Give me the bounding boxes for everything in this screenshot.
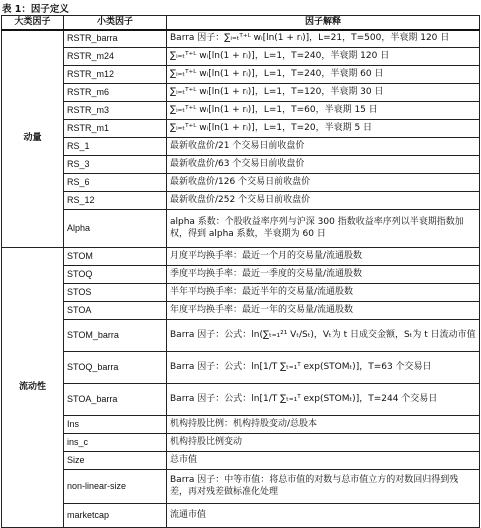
table-header-row: [2, 16, 480, 30]
explanation-cell: 流通市值: [167, 504, 480, 528]
table-row: [2, 102, 480, 120]
subfactor-cell: Alpha: [64, 210, 167, 248]
table-row: [2, 470, 480, 504]
explanation-cell: Barra 因子：公式：ln[1/T ∑ₜ₌₁ᵀ exp(STOMₜ)]，T=244 个交易日: [167, 384, 480, 416]
explanation-cell: ∑ᵢ₌ₜᵀ⁺ᴸ wᵢ[ln(1 + rᵢ)]，L=1，T=120，半衰期 30 日: [167, 84, 480, 102]
subfactor-cell: RSTR_m6: [64, 84, 167, 102]
subfactor-cell: Ins: [64, 416, 167, 434]
subfactor-cell: ins_c: [64, 434, 167, 452]
subfactor-cell: STOM: [64, 248, 167, 266]
subfactor-cell: STOQ_barra: [64, 352, 167, 384]
subfactor-cell: RSTR_barra: [64, 30, 167, 48]
subfactor-cell: Size: [64, 452, 167, 470]
category-cell: 流动性: [2, 248, 64, 528]
table-row: [2, 248, 480, 266]
explanation-cell: 最新收盘价/63 个交易日前收盘价: [167, 156, 480, 174]
header-subfactor: 小类因子: [64, 16, 167, 30]
table-row: [2, 210, 480, 248]
factor-definition-table: [1, 15, 480, 528]
table-row: [2, 284, 480, 302]
explanation-cell: ∑ᵢ₌ₜᵀ⁺ᴸ wᵢ[ln(1 + rᵢ)]，L=1，T=20，半衰期 5 日: [167, 120, 480, 138]
subfactor-cell: RS_6: [64, 174, 167, 192]
table-row: [2, 120, 480, 138]
table-row: [2, 192, 480, 210]
header-explanation: 因子解释: [167, 16, 480, 30]
subfactor-cell: STOQ: [64, 266, 167, 284]
table-row: [2, 384, 480, 416]
subfactor-cell: STOM_barra: [64, 320, 167, 352]
subfactor-cell: RSTR_m24: [64, 48, 167, 66]
explanation-cell: 最新收盘价/126 个交易日前收盘价: [167, 174, 480, 192]
explanation-cell: 机构持股比例变动: [167, 434, 480, 452]
explanation-cell: ∑ᵢ₌ₜᵀ⁺ᴸ wᵢ[ln(1 + rᵢ)]，L=1，T=240，半衰期 120 日: [167, 48, 480, 66]
table-row: [2, 416, 480, 434]
explanation-cell: 机构持股比例：机构持股变动/总股本: [167, 416, 480, 434]
table-row: [2, 302, 480, 320]
subfactor-cell: RSTR_m12: [64, 66, 167, 84]
explanation-cell: 年度平均换手率：最近一年的交易量/流通股数: [167, 302, 480, 320]
explanation-cell: 最新收盘价/252 个交易日前收盘价: [167, 192, 480, 210]
subfactor-cell: STOA: [64, 302, 167, 320]
table-row: [2, 138, 480, 156]
subfactor-cell: RSTR_m3: [64, 102, 167, 120]
table-row: [2, 84, 480, 102]
explanation-cell: Barra 因子：∑ᵢ₌ₜᵀ⁺ᴸ wᵢ[ln(1 + rᵢ)]，L=21，T=500，半衰期 120 日: [167, 30, 480, 48]
explanation-cell: Barra 因子：公式：ln(∑ₜ₌₁²¹ Vₜ/Sₜ)，Vₜ为 t 日成交金额，Sₜ为 t 日流动市值: [167, 320, 480, 352]
table-caption: 表 1：因子定义: [2, 4, 69, 15]
subfactor-cell: marketcap: [64, 504, 167, 528]
subfactor-cell: RS_12: [64, 192, 167, 210]
explanation-cell: alpha 系数：个股收益率序列与沪深 300 指数收益率序列以半衰期指数加权，得到 alpha 系数，半衰期为 60 日: [167, 210, 480, 248]
subfactor-cell: STOS: [64, 284, 167, 302]
table-row: [2, 434, 480, 452]
subfactor-cell: STOA_barra: [64, 384, 167, 416]
table-row: [2, 156, 480, 174]
explanation-cell: 月度平均换手率：最近一个月的交易量/流通股数: [167, 248, 480, 266]
explanation-cell: 季度平均换手率：最近一季度的交易量/流通股数: [167, 266, 480, 284]
explanation-cell: ∑ᵢ₌ₜᵀ⁺ᴸ wᵢ[ln(1 + rᵢ)]，L=1，T=240，半衰期 60 日: [167, 66, 480, 84]
table-row: [2, 174, 480, 192]
subfactor-cell: RSTR_m1: [64, 120, 167, 138]
table-row: [2, 66, 480, 84]
subfactor-cell: RS_3: [64, 156, 167, 174]
table-row: [2, 452, 480, 470]
explanation-cell: 半年平均换手率：最近半年的交易量/流通股数: [167, 284, 480, 302]
explanation-cell: ∑ᵢ₌ₜᵀ⁺ᴸ wᵢ[ln(1 + rᵢ)]，L=1，T=60，半衰期 15 日: [167, 102, 480, 120]
explanation-cell: Barra 因子：公式：ln[1/T ∑ₜ₌₁ᵀ exp(STOMₜ)]，T=63 个交易日: [167, 352, 480, 384]
subfactor-cell: RS_1: [64, 138, 167, 156]
table-body: [2, 30, 480, 528]
explanation-cell: Barra 因子：中等市值：将总市值的对数与总市值立方的对数回归得到残差，再对残差做标准化处理: [167, 470, 480, 504]
table-row: [2, 48, 480, 66]
category-cell: 动量: [2, 30, 64, 248]
table-row: [2, 320, 480, 352]
table-row: [2, 266, 480, 284]
subfactor-cell: non-linear-size: [64, 470, 167, 504]
header-category: 大类因子: [2, 16, 64, 30]
explanation-cell: 总市值: [167, 452, 480, 470]
explanation-cell: 最新收盘价/21 个交易日前收盘价: [167, 138, 480, 156]
table-row: [2, 352, 480, 384]
table-row: [2, 30, 480, 48]
table-row: [2, 504, 480, 528]
